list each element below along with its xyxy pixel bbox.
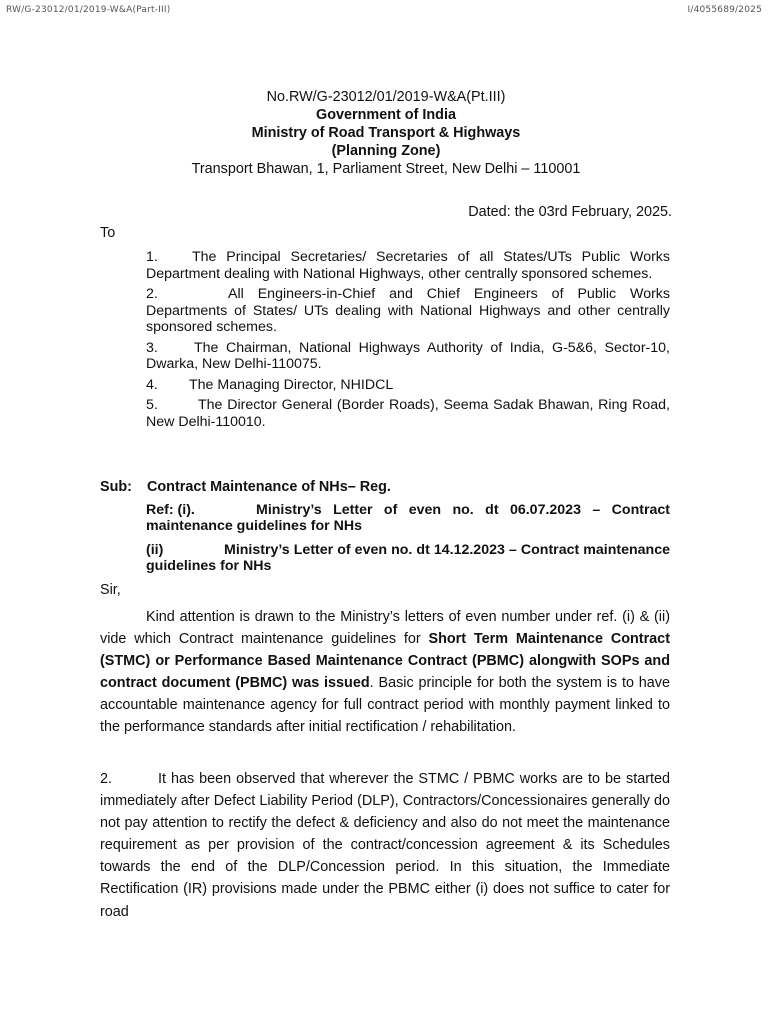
recipient-item <box>146 397 670 430</box>
letter-header <box>100 88 672 178</box>
date-line: Dated: the 03rd February, 2025. <box>468 204 672 220</box>
file-stamp-left: RW/G-23012/01/2019-W&A(Part-III) <box>6 5 171 15</box>
paragraph-2-text: It has been observed that wherever the STMC / PBMC works are to be started immediately after Defect Liability Period (DLP), Contractors/Concessionaires generally do not pay attention to rectify the defect & deficiency and also do not meet the maintenance requirement as per provision of the contract/concession agreement & its Schedules towards the end of the DLP/Concession period. In this situation, the Immediate Rectification (IR) provisions made under the PBMC either (i) does not suffice to cater for road <box>100 771 670 920</box>
reference-list <box>146 502 670 582</box>
reference-item <box>146 502 670 534</box>
recipient-text: The Chairman, National Highways Authority of India, G-5&6, Sector-10, Dwarka, New Delhi-110075. <box>146 339 670 372</box>
paragraph-2 <box>100 768 670 923</box>
ministry-title: Ministry of Road Transport & Highways <box>251 125 521 141</box>
subject-label: Sub: <box>100 479 132 495</box>
reference-label: Ref: (i). <box>146 502 195 518</box>
salutation: Sir, <box>100 582 121 598</box>
government-title: Government of India <box>316 107 456 123</box>
recipient-text: The Principal Secretaries/ Secretaries of all States/UTs Public Works Department dealing with National Highways, other centrally sponsored schemes. <box>146 249 670 282</box>
recipient-number: 5. <box>146 397 158 413</box>
recipient-item <box>146 340 670 373</box>
file-stamp-right: I/4055689/2025 <box>687 5 762 15</box>
paragraph-1 <box>100 606 670 739</box>
reference-item <box>146 542 670 574</box>
recipient-text: The Director General (Border Roads), Seema Sadak Bhawan, Ring Road, New Delhi-110010. <box>146 397 670 430</box>
to-label: To <box>100 225 116 241</box>
subject-line <box>100 479 672 495</box>
recipient-item <box>146 249 670 282</box>
recipient-text: All Engineers-in-Chief and Chief Engineers of Public Works Departments of States/ UTs dealing with National Highways and other centrally sponsored schemes. <box>146 286 670 335</box>
reference-text: Ministry’s Letter of even no. dt 06.07.2023 – Contract maintenance guidelines for NHs <box>146 502 670 534</box>
paragraph-2-number: 2. <box>100 771 113 787</box>
recipient-number: 3. <box>146 339 158 356</box>
paragraph-1-intro: Kind attention is drawn to the Ministry’s letters of even number under ref. (i) & (ii) vide which Contract maintenance guidelines for <box>100 609 670 648</box>
subject-text: Contract Maintenance of NHs– Reg. <box>147 479 391 495</box>
ministry-address: Transport Bhawan, 1, Parliament Street, New Delhi – 110001 <box>191 161 581 177</box>
recipient-number: 2. <box>146 286 158 302</box>
paragraph-1-rest: . Basic principle for both the system is to have accountable maintenance agency for full contract period with monthly payment linked to the performance standards after initial rectification / rehabilitation. <box>100 675 670 736</box>
recipient-item <box>146 377 670 394</box>
recipient-number: 4. <box>146 376 158 393</box>
recipient-list <box>146 249 670 434</box>
recipient-text: The Managing Director, NHIDCL <box>189 376 394 393</box>
paragraph-1-emphasis: Short Term Maintenance Contract (STMC) or Performance Based Maintenance Contract (PBMC) alongwith SOPs and contract document (PBMC) was issued <box>100 631 670 692</box>
reference-label: (ii) <box>146 542 164 558</box>
reference-text: Ministry’s Letter of even no. dt 14.12.2023 – Contract maintenance guidelines for NHs <box>146 542 670 574</box>
recipient-item <box>146 286 670 336</box>
file-number: No.RW/G-23012/01/2019-W&A(Pt.III) <box>266 89 506 105</box>
zone-title: (Planning Zone) <box>331 143 441 159</box>
recipient-number: 1. <box>146 249 158 265</box>
